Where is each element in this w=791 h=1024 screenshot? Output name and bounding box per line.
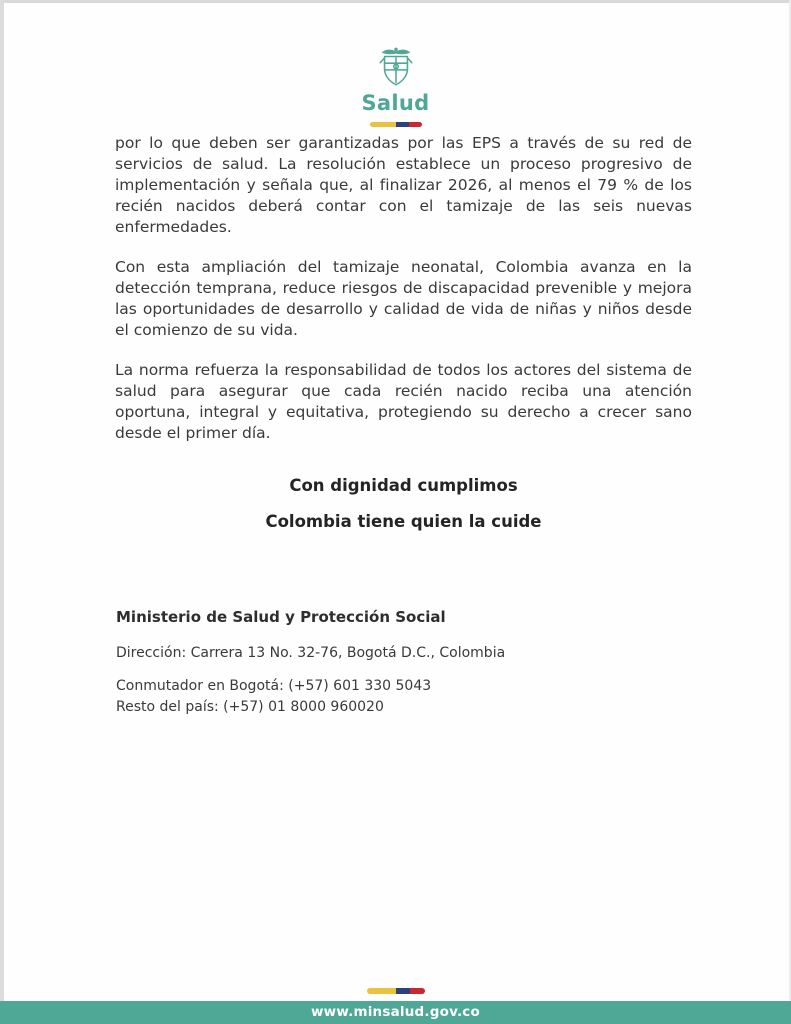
flag-blue-band bbox=[396, 122, 409, 127]
body-paragraph-2: Con esta ampliación del tamizaje neonatal, Colombia avanza en la detección temprana, reduce riesgos de discapacidad prevenible y mejora las oportunidades de desarrollo y calidad de vida de niñas y niños desde el comienzo de su vida. bbox=[115, 258, 692, 339]
flag-yellow-band bbox=[367, 988, 396, 994]
scan-edge-top bbox=[0, 0, 791, 3]
flag-red-band bbox=[409, 122, 422, 127]
ministry-logo bbox=[0, 46, 791, 127]
scan-edge-left bbox=[0, 0, 4, 1024]
flag-red-band bbox=[410, 988, 425, 994]
org-name: Ministerio de Salud y Protección Social bbox=[116, 608, 446, 626]
colombia-flag-stripe bbox=[370, 122, 422, 127]
colombia-flag-stripe-footer bbox=[367, 988, 425, 994]
body-paragraph-3: La norma refuerza la responsabilidad de todos los actores del sistema de salud para asegurar que cada recién nacido reciba una atención oportuna, integral y equitativa, protegiendo su derecho a crecer sano desde el primer día. bbox=[115, 361, 692, 442]
document-body bbox=[115, 133, 692, 463]
footer-bar bbox=[0, 1001, 791, 1024]
flag-blue-band bbox=[396, 988, 411, 994]
phone-lines bbox=[116, 676, 676, 718]
phone-national-line: Resto del país: (+57) 01 8000 960020 bbox=[116, 699, 384, 715]
slogan-line-1: Con dignidad cumplimos bbox=[289, 476, 518, 495]
website-url: www.minsalud.gov.co bbox=[310, 1004, 480, 1020]
logo-wordmark: Salud bbox=[361, 91, 430, 115]
slogan-block bbox=[115, 476, 692, 531]
address-line: Dirección: Carrera 13 No. 32-76, Bogotá D.C., Colombia bbox=[116, 645, 506, 661]
coat-of-arms-icon bbox=[373, 46, 419, 88]
contact-block bbox=[116, 608, 676, 718]
slogan-line-2: Colombia tiene quien la cuide bbox=[265, 512, 542, 531]
body-paragraph-1: por lo que deben ser garantizadas por las EPS a través de su red de servicios de salud. La resolución establece un proceso progresivo de implementación y señala que, al finalizar 2026, al menos el 79 % de los recién nacidos deberá contar con el tamizaje de las seis nuevas enfermedades. bbox=[115, 134, 692, 236]
phone-bogota-line: Conmutador en Bogotá: (+57) 601 330 5043 bbox=[116, 678, 432, 694]
flag-yellow-band bbox=[370, 122, 396, 127]
